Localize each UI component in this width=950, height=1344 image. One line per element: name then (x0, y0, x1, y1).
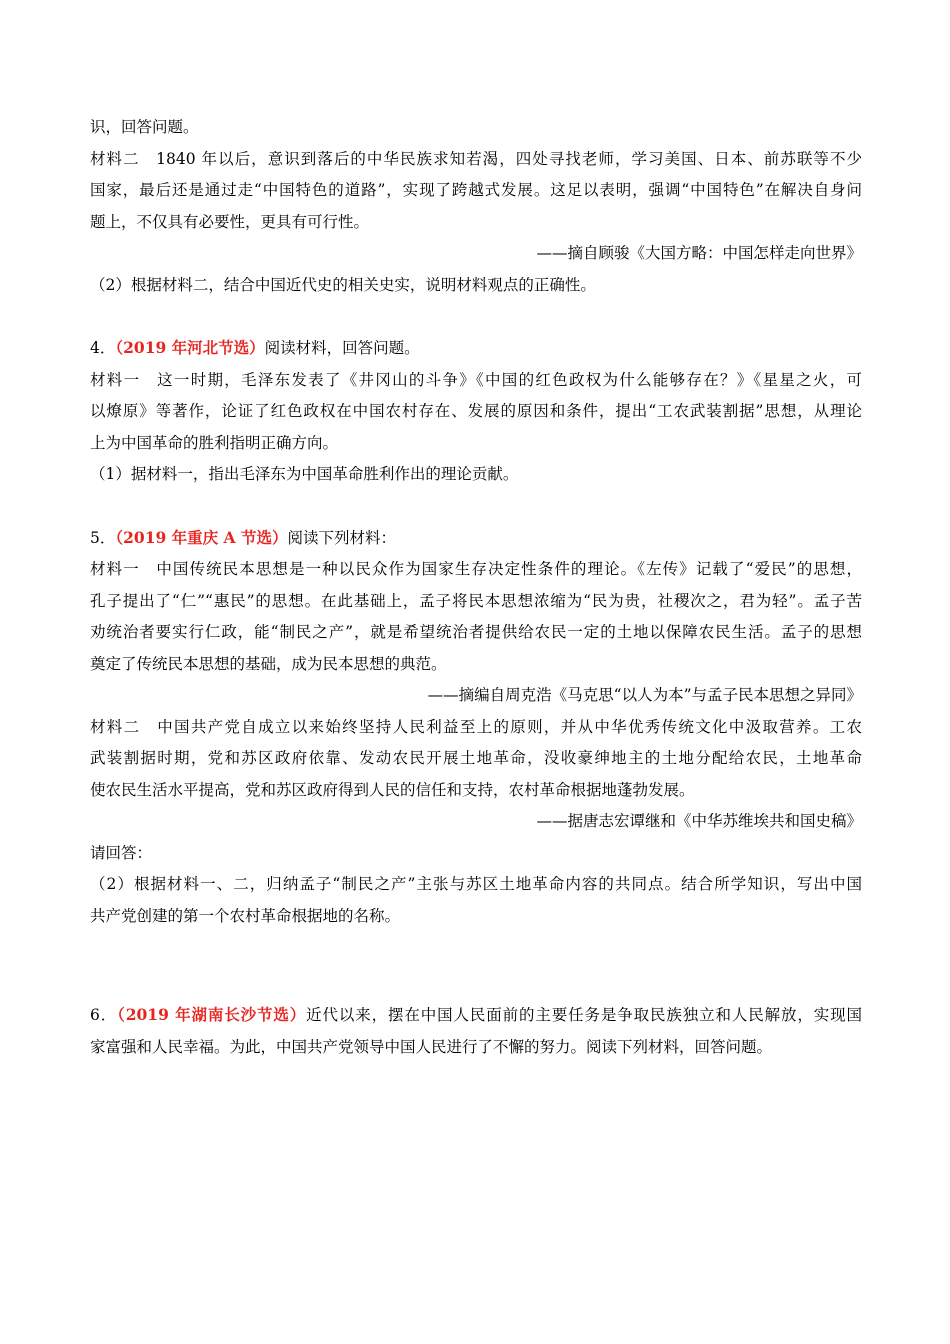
material-1-line-4: 奠定了传统民本思想的基础，成为民本思想的典范。 (90, 654, 447, 673)
material-2-line-2: 国家，最后还是通过走“中国特色的道路”，实现了跨越式发展。这足以表明，强调“中国特色”在解决自身问 (90, 181, 862, 199)
question-6 (90, 999, 862, 1063)
spacer (90, 932, 862, 999)
material-1-line-3: 劝统治者要实行仁政，能“制民之产”，就是希望统治者提供给农民一定的土地以保障农民生活。孟子的思想 (90, 623, 862, 641)
material-2-citation: ——据唐志宏谭继和《中华苏维埃共和国史稿》 (536, 812, 862, 830)
material-1-line-2: 孔子提出了“仁”“惠民”的思想。在此基础上，孟子将民本思想浓缩为“民为贵，社稷次之，君为轻”。孟子苦 (90, 591, 862, 610)
material-2-line-1: 材料二 中国共产党自成立以来始终坚持人民利益至上的原则，并从中华优秀传统文化中汲取营养。工农 (90, 717, 862, 736)
question-number: 5． (90, 528, 116, 547)
question-5 (90, 522, 862, 933)
question-number: 4． (90, 339, 116, 357)
question-3-part-2: （2）根据材料二，结合中国近代史的相关史实，说明材料观点的正确性。 (90, 275, 596, 294)
material-1-line-1: 材料一 中国传统民本思想是一种以民众作为国家生存决定性条件的理论。《左传》记载了“爱民”的思想， (90, 560, 862, 578)
paragraph-line: 识，回答问题。 (90, 118, 199, 136)
question-3-continued (90, 112, 862, 301)
document-page (90, 112, 862, 1063)
spacer (90, 301, 862, 332)
question-number: 6． (90, 1006, 118, 1024)
question-6-intro-line-2: 家富强和人民幸福。为此，中国共产党领导中国人民进行了不懈的努力。阅读下列材料，回答问题。 (90, 1037, 773, 1056)
question-intro: 阅读下列材料： (287, 528, 396, 547)
source-label: （2019 年重庆 A 节选） (115, 527, 288, 547)
material-1-line-3: 上为中国革命的胜利指明正确方向。 (90, 433, 339, 452)
answer-prompt: 请回答： (90, 843, 153, 862)
material-1-citation: ——摘编自周克浩《马克思“以人为本”与孟子民本思想之异同》 (427, 686, 862, 704)
material-1-line-2: 以燎原》等著作，论证了红色政权在中国农村存在、发展的原因和条件，提出“工农武装割据”思想，从理论 (90, 402, 862, 420)
question-4-part-1: （1）据材料一，指出毛泽东为中国革命胜利作出的理论贡献。 (90, 465, 519, 483)
material-2-citation: ——摘自顾骏《大国方略：中国怎样走向世界》 (536, 244, 862, 262)
source-label: （2019 年湖南长沙节选） (117, 1005, 307, 1024)
question-4 (90, 332, 862, 491)
question-4-heading (90, 332, 862, 365)
material-2-line-1: 材料二 1840 年以后，意识到落后的中华民族求知若渴，四处寻找老师，学习美国、日本、前苏联等不少 (90, 149, 862, 168)
question-5-heading (90, 522, 862, 555)
question-6-heading (90, 999, 862, 1032)
material-2-line-3: 使农民生活水平提高，党和苏区政府得到人民的信任和支持，农村革命根据地蓬勃发展。 (90, 780, 695, 799)
material-1-line-1: 材料一 这一时期，毛泽东发表了《井冈山的斗争》《中国的红色政权为什么能够存在？》《星星之火，可 (90, 370, 862, 389)
question-5-part-2-line-2: 共产党创建的第一个农村革命根据地的名称。 (90, 906, 401, 925)
source-label: （2019 年河北节选） (115, 338, 265, 357)
material-2-line-3: 题上，不仅具有必要性，更具有可行性。 (90, 212, 370, 231)
spacer (90, 491, 862, 522)
question-intro: 近代以来，摆在中国人民面前的主要任务是争取民族独立和人民解放，实现国 (306, 1006, 862, 1024)
material-2-line-2: 武装割据时期，党和苏区政府依靠、发动农民开展土地革命，没收豪绅地主的土地分配给农民，土地革命 (90, 749, 862, 767)
question-intro: 阅读材料，回答问题。 (264, 339, 420, 357)
question-5-part-2-line-1: （2）根据材料一、二，归纳孟子“制民之产”主张与苏区土地革命内容的共同点。结合所学知识，写出中国 (90, 875, 862, 893)
